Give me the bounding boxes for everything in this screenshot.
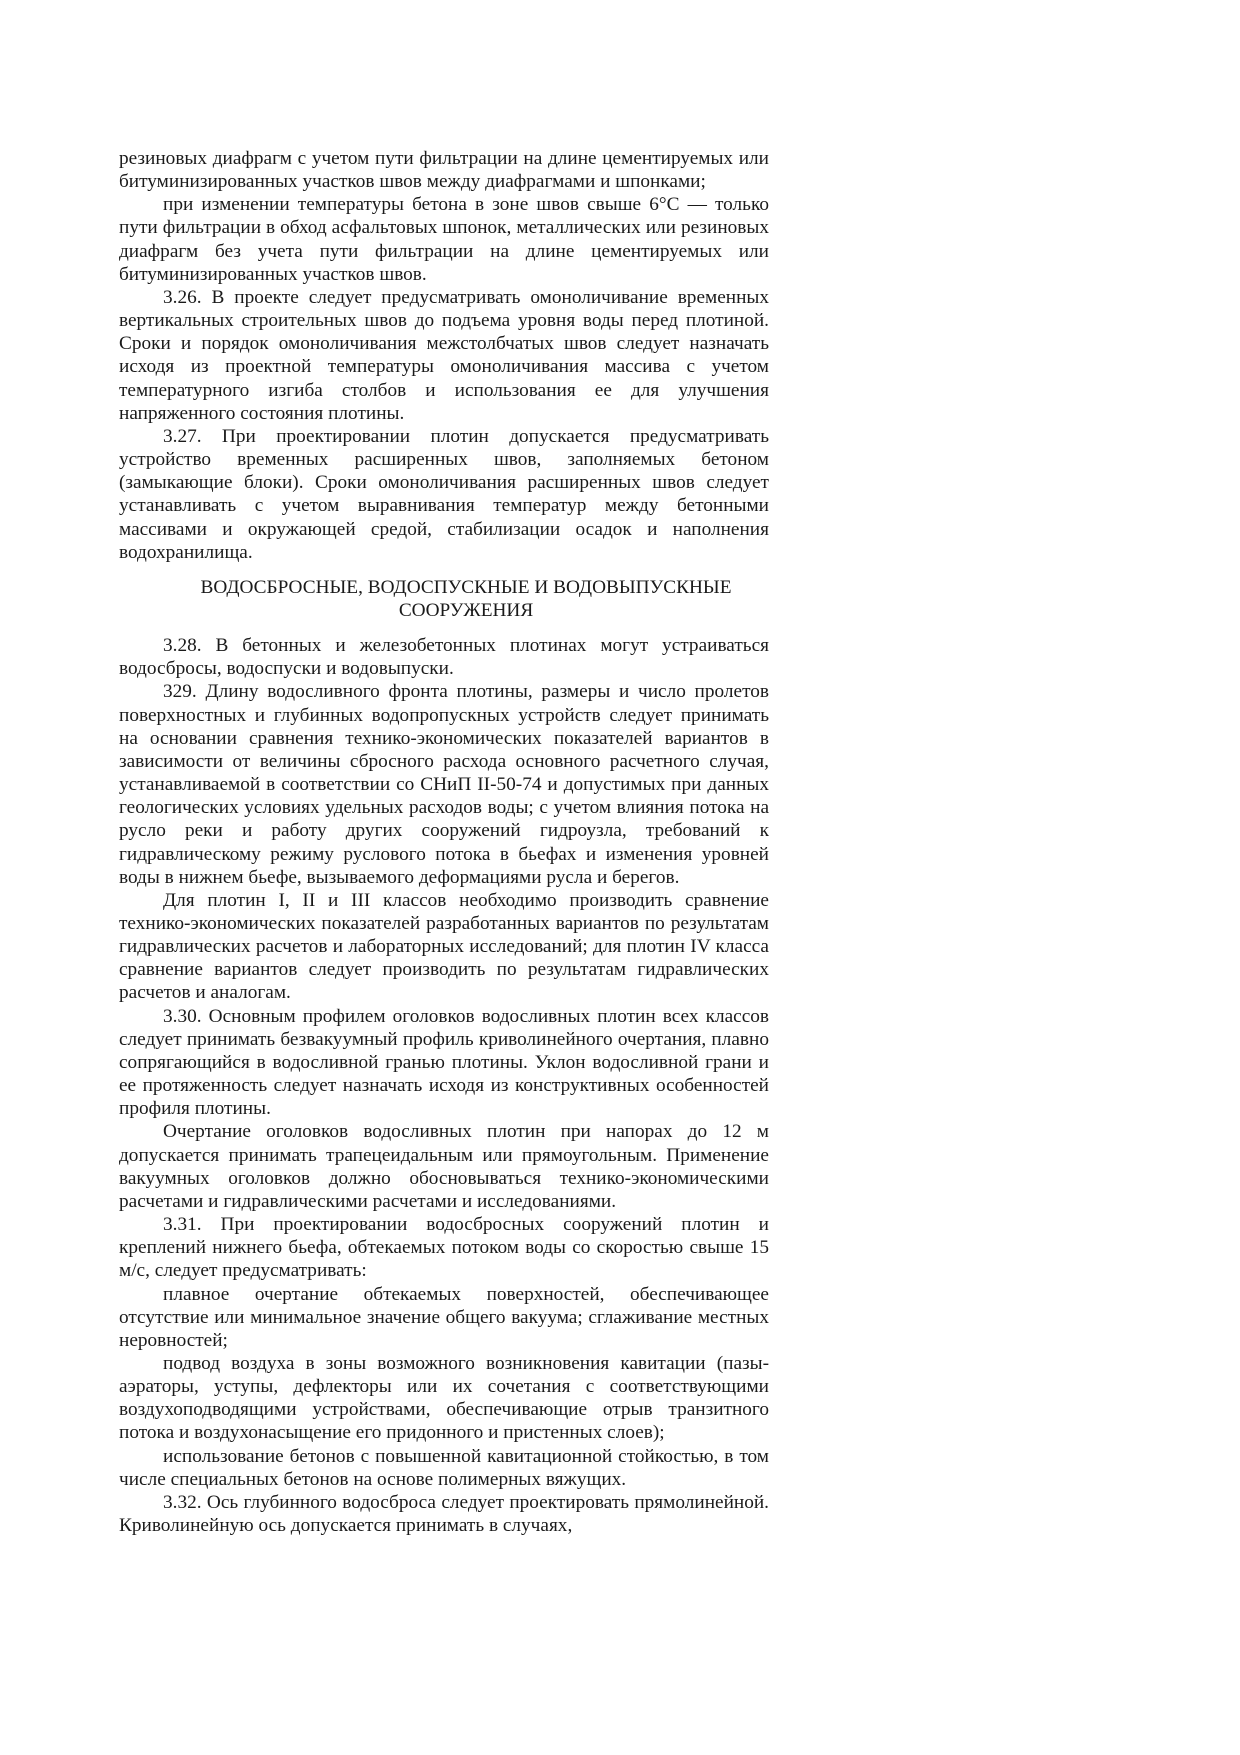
section-heading — [119, 576, 769, 622]
document-page — [119, 147, 769, 1537]
paragraph: 3.26. В проекте следует предусматривать омоноличивание временных вертикальных строительных швов до подъема уровня воды перед плотиной. Сроки и порядок омоноличивания межстолбчатых швов следует назначать исходя из проектной температуры омоноличивания массива с учетом температурного изгиба столбов и использования ее для улучшения напряженного состояния плотины. — [119, 286, 769, 424]
paragraph: использование бетонов с повышенной кавитационной стойкостью, в том числе специальных бетонов на основе полимерных вяжущих. — [119, 1445, 769, 1490]
section-heading-line1: ВОДОСБРОСНЫЕ, ВОДОСПУСКНЫЕ И ВОДОВЫПУСКНЫЕ — [200, 576, 732, 598]
text-block-top — [119, 147, 769, 564]
paragraph: 3.31. При проектировании водосбросных сооружений плотин и креплений нижнего бьефа, обтекаемых потоком воды со скоростью свыше 15 м/с, следует предусматривать: — [119, 1214, 769, 1282]
text-block-bottom — [119, 634, 769, 1537]
paragraph: 3.32. Ось глубинного водосброса следует проектировать прямолинейной. Криволинейную ось допускается принимать в случаях, — [119, 1491, 769, 1537]
paragraph: 3.30. Основным профилем оголовков водосливных плотин всех классов следует принимать безвакуумный профиль криволинейного очертания, плавно сопрягающийся в водосливной гранью плотины. Уклон водосливной грани и ее протяженность следует назначать исходя из конструктивных особенностей профиля плотины. — [119, 1005, 769, 1120]
paragraph: 3.28. В бетонных и железобетонных плотинах могут устраиваться водосбросы, водоспуски и водовыпуски. — [119, 635, 769, 680]
paragraph: Для плотин I, II и III классов необходимо производить сравнение технико-экономических показателей разработанных вариантов по результатам гидравлических расчетов и лабораторных исследований; для плотин IV класса сравнение вариантов следует производить по результатам гидравлических расчетов и аналогам. — [119, 889, 769, 1004]
paragraph: подвод воздуха в зоны возможного возникновения кавитации (пазы-аэраторы, уступы, дефлекторы или их сочетания с соответствующими воздухоподводящими устройствами, обеспечивающие отрыв транзитного потока и воздухонасыщение его придонного и пристенных слоев); — [119, 1352, 769, 1444]
section-heading-line2: СООРУЖЕНИЯ — [398, 599, 534, 621]
paragraph: резиновых диафрагм с учетом пути фильтрации на длине цементируемых или битуминизированных участков швов между диафрагмами и шпонками; — [119, 148, 769, 193]
spacer — [119, 622, 769, 634]
paragraph: Очертание оголовков водосливных плотин при напорах до 12 м допускается принимать трапецеидальным или прямоугольным. Применение вакуумных оголовков должно обосновываться технико-экономическими расчетами и гидравлическими расчетами и исследованиями. — [119, 1121, 769, 1212]
paragraph: при изменении температуры бетона в зоне швов свыше 6°С — только пути фильтрации в обход асфальтовых шпонок, металлических или резиновых диафрагм без учета пути фильтрации на длине цементируемых или битуминизированных участков швов. — [119, 194, 769, 285]
paragraph: 3.27. При проектировании плотин допускается предусматривать устройство временных расширенных швов, заполняемых бетоном (замыкающие блоки). Сроки омоноличивания расширенных швов следует устанавливать с учетом выравнивания температур между бетонными массивами и окружающей средой, стабилизации осадок и наполнения водохранилища. — [119, 425, 769, 563]
spacer — [119, 564, 769, 576]
paragraph: 329. Длину водосливного фронта плотины, размеры и число пролетов поверхностных и глубинных водопропускных устройств следует принимать на основании сравнения технико-экономических показателей вариантов в зависимости от величины сбросного расхода основного расчетного случая, устанавливаемой в соответствии со СНиП II-50-74 и допустимых при данных геологических условиях удельных расходов воды; с учетом влияния потока на русло реки и работу других сооружений гидроузла, требований к гидравлическому режиму руслового потока в бьефах и изменения уровней воды в нижнем бьефе, вызываемого деформациями русла и берегов. — [119, 681, 769, 888]
paragraph: плавное очертание обтекаемых поверхностей, обеспечивающее отсутствие или минимальное значение общего вакуума; сглаживание местных неровностей; — [119, 1283, 769, 1351]
